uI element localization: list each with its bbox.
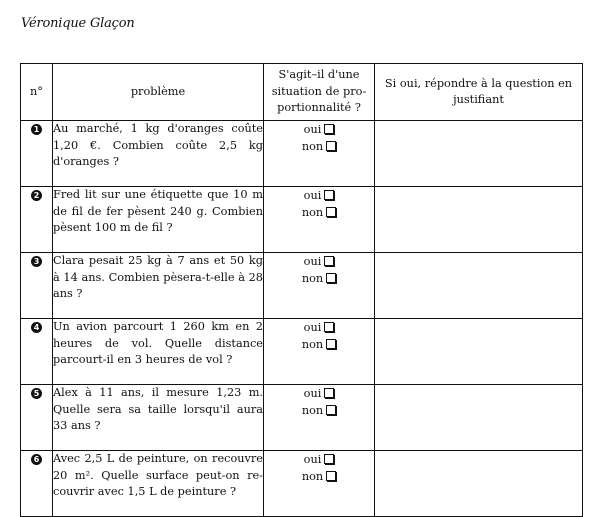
proportional-choice [264, 121, 375, 187]
exercise-table [20, 63, 583, 517]
table-row [21, 319, 583, 385]
answer-cell[interactable] [375, 121, 583, 187]
problem-text: Au marché, 1 kg d'oranges coûte 1,20 €. Combien coûte 2,5 kg d'oranges ? [53, 121, 264, 187]
row-number-cell [21, 319, 53, 385]
choice-yes[interactable] [264, 385, 374, 402]
choice-yes-label: oui [303, 387, 322, 400]
proportional-choice [264, 319, 375, 385]
header-answer-label: Si oui, répondre à la question en justifiant [384, 76, 573, 106]
header-number [21, 64, 53, 121]
answer-cell[interactable] [375, 319, 583, 385]
choice-yes[interactable] [264, 451, 374, 468]
checkbox-icon[interactable] [324, 388, 334, 398]
choice-no[interactable] [264, 336, 374, 353]
choice-yes-label: oui [303, 321, 322, 334]
proportional-choice [264, 253, 375, 319]
number-badge-icon: 3 [31, 256, 42, 267]
author-name: Véronique Glaçon [21, 16, 135, 31]
header-problem [53, 64, 264, 121]
number-badge-icon: 4 [31, 322, 42, 333]
answer-cell[interactable] [375, 187, 583, 253]
problem-text: Fred lit sur une étiquette que 10 m de fil de fer pèsent 240 g. Combien pèsent 100 m de fil ? [53, 187, 264, 253]
table-row [21, 187, 583, 253]
answer-cell[interactable] [375, 253, 583, 319]
choice-no-label: non [301, 404, 324, 417]
choice-yes[interactable] [264, 121, 374, 138]
problem-text: Alex à 11 ans, il mesure 1,23 m. Quelle sera sa taille lorsqu'il aura 33 ans ? [53, 385, 264, 451]
header-proportional-label: S'agit–il d'une situation de pro-portionnalité ? [271, 68, 367, 115]
header-answer [375, 64, 583, 121]
header-number-label: n° [30, 84, 43, 98]
checkbox-icon[interactable] [324, 322, 334, 332]
number-badge-icon: 6 [31, 454, 42, 465]
row-number-cell [21, 385, 53, 451]
choice-yes[interactable] [264, 253, 374, 270]
choice-yes[interactable] [264, 187, 374, 204]
table-row [21, 385, 583, 451]
problem-text: Clara pesait 25 kg à 7 ans et 50 kg à 14 ans. Combien pèsera-t-elle à 28 ans ? [53, 253, 264, 319]
checkbox-icon[interactable] [324, 454, 334, 464]
checkbox-icon[interactable] [326, 339, 336, 349]
number-badge-icon: 5 [31, 388, 42, 399]
choice-no[interactable] [264, 468, 374, 485]
checkbox-icon[interactable] [326, 273, 336, 283]
table-row [21, 253, 583, 319]
checkbox-icon[interactable] [324, 256, 334, 266]
proportional-choice [264, 385, 375, 451]
problem-text: Avec 2,5 L de peinture, on recouvre 20 m². Quelle surface peut-on re-couvrir avec 1,5 L de peinture ? [53, 451, 264, 517]
choice-no-label: non [301, 470, 324, 483]
problem-text: Un avion parcourt 1 260 km en 2 heures de vol. Quelle distance parcourt-il en 3 heures de vol ? [53, 319, 264, 385]
choice-no-label: non [301, 338, 324, 351]
header-problem-label: problème [130, 84, 186, 98]
choice-yes-label: oui [303, 255, 322, 268]
choice-no[interactable] [264, 204, 374, 221]
checkbox-icon[interactable] [324, 190, 334, 200]
answer-cell[interactable] [375, 451, 583, 517]
table-header-row [21, 64, 583, 121]
checkbox-icon[interactable] [326, 141, 336, 151]
choice-no[interactable] [264, 138, 374, 155]
choice-yes-label: oui [303, 453, 322, 466]
choice-no-label: non [301, 206, 324, 219]
choice-no[interactable] [264, 402, 374, 419]
number-badge-icon: 2 [31, 190, 42, 201]
header-proportional [264, 64, 375, 121]
table-row [21, 121, 583, 187]
choice-no-label: non [301, 272, 324, 285]
answer-cell[interactable] [375, 385, 583, 451]
choice-no-label: non [301, 140, 324, 153]
number-badge-icon: 1 [31, 124, 42, 135]
checkbox-icon[interactable] [326, 207, 336, 217]
table-row [21, 451, 583, 517]
row-number-cell [21, 187, 53, 253]
proportional-choice [264, 187, 375, 253]
proportional-choice [264, 451, 375, 517]
choice-yes-label: oui [303, 123, 322, 136]
checkbox-icon[interactable] [326, 471, 336, 481]
choice-yes-label: oui [303, 189, 322, 202]
checkbox-icon[interactable] [326, 405, 336, 415]
choice-no[interactable] [264, 270, 374, 287]
row-number-cell [21, 451, 53, 517]
checkbox-icon[interactable] [324, 124, 334, 134]
row-number-cell [21, 121, 53, 187]
choice-yes[interactable] [264, 319, 374, 336]
row-number-cell [21, 253, 53, 319]
